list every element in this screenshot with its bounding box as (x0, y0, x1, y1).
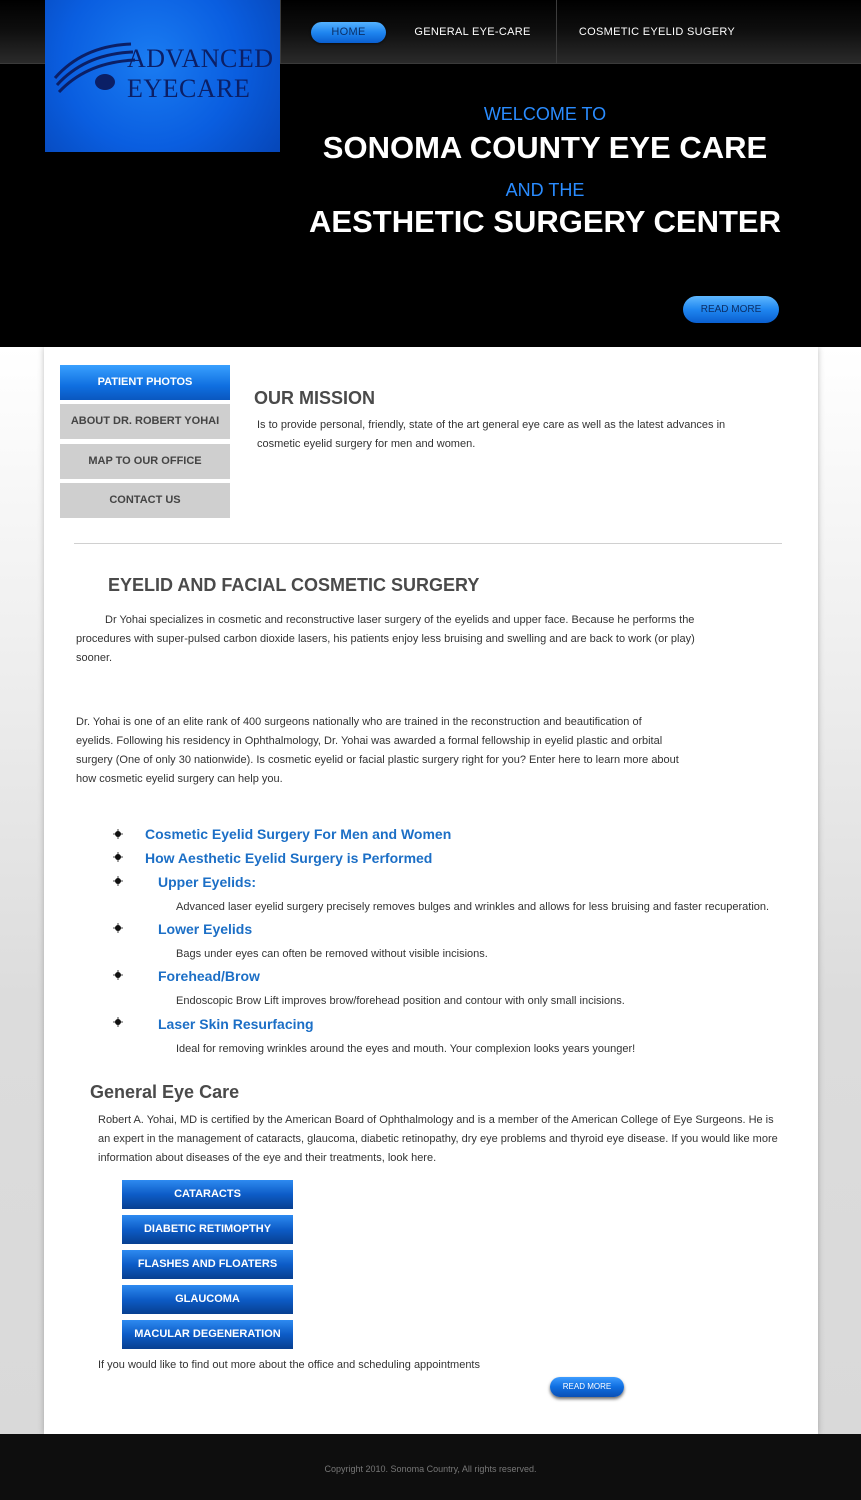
eyelid-section-title: EYELID AND FACIAL COSMETIC SURGERY (108, 575, 480, 595)
hero-welcome: WELCOME TO (483, 104, 607, 124)
sidebar-item-contact[interactable]: CONTACT US (60, 483, 230, 518)
nav-separator (280, 0, 281, 64)
cataracts-button[interactable]: CATARACTS (122, 1180, 293, 1209)
link-lower-eyelids[interactable]: Lower Eyelids (158, 921, 253, 937)
hero-read-more-button[interactable]: READ MORE (683, 296, 779, 323)
general-eye-care-text: Robert A. Yohai, MD is certified by the American Board of Ophthalmology and is a member of the American College of Eye Surgeons. He is an expert in the management of cataracts, glaucoma, diabetic retinopathy, dry eye problems and thyroid eye disease. If you would like more information about diseases of the eye and their treatments, look here. (98, 1114, 778, 1164)
footer (0, 1434, 861, 1500)
bullet-icon (113, 876, 123, 886)
copyright-text: Copyright 2010. Sonoma Country, All rights reserved. (324, 1464, 537, 1474)
link-upper-eyelids[interactable]: Upper Eyelids: (158, 874, 257, 890)
link-laser-skin-resurfacing[interactable]: Laser Skin Resurfacing (158, 1016, 314, 1032)
bullet-icon (113, 829, 123, 839)
bullet-icon (113, 923, 123, 933)
hero-and-the: AND THE (505, 180, 585, 200)
lower-eyelids-desc: Bags under eyes can often be removed without visible incisions. (176, 948, 488, 960)
hero-title: SONOMA COUNTY EYE CARE (322, 130, 768, 165)
diabetic-retinopathy-button[interactable]: DIABETIC RETIMOPTHY (122, 1215, 293, 1244)
nav-general-eye-care[interactable]: GENERAL EYE-CARE (414, 26, 531, 38)
bullet-icon (113, 852, 123, 862)
eyelid-paragraph-1: Dr Yohai specializes in cosmetic and reconstructive laser surgery of the eyelids and upper face. Because he performs the procedures with super-pulsed carbon dioxide lasers, his patients enjoy less bruising and swelling and are back to work (or play) sooner. (76, 614, 695, 664)
logo-text-advanced: ADVANCED (127, 44, 274, 73)
divider (74, 543, 782, 544)
mission-text: Is to provide personal, friendly, state of the art general eye care as well as the latest advances in cosmetic eyelid surgery for men and women. (257, 419, 726, 450)
macular-degeneration-button[interactable]: MACULAR DEGENERATION (122, 1320, 293, 1349)
header (0, 0, 861, 347)
read-more-button[interactable]: READ MORE (550, 1377, 624, 1397)
link-how-surgery-performed[interactable]: How Aesthetic Eyelid Surgery is Performed (145, 850, 433, 866)
upper-eyelids-desc: Advanced laser eyelid surgery precisely removes bulges and wrinkles and allows for less bruising and faster recuperation. (176, 901, 770, 913)
bullet-icon (113, 970, 123, 980)
laser-skin-desc: Ideal for removing wrinkles around the eyes and mouth. Your complexion looks years younger! (176, 1043, 636, 1055)
hero-subtitle: AESTHETIC SURGERY CENTER (309, 204, 781, 239)
sidebar-item-map[interactable]: MAP TO OUR OFFICE (60, 444, 230, 479)
nav-cosmetic-eyelid-surgery[interactable]: COSMETIC EYELID SUGERY (578, 26, 736, 38)
logo[interactable] (45, 0, 280, 152)
link-cosmetic-eyelid-surgery[interactable]: Cosmetic Eyelid Surgery For Men and Women (145, 826, 452, 842)
general-eye-care-title: General Eye Care (90, 1082, 240, 1102)
bullet-icon (113, 1017, 123, 1027)
flashes-floaters-button[interactable]: FLASHES AND FLOATERS (122, 1250, 293, 1279)
scheduling-text: If you would like to find out more about the office and scheduling appointments (98, 1359, 480, 1371)
nav-separator (556, 0, 557, 64)
nav-home[interactable]: HOME (311, 22, 386, 43)
eyelid-paragraph-2: Dr. Yohai is one of an elite rank of 400 surgeons nationally who are trained in the reconstruction and beautification of eyelids. Following his residency in Ophthalmology, Dr. Yohai was awarded a formal fellowship in eyelid plastic and orbital surgery (One of only 30 nationwide). Is cosmetic eyelid or facial plastic surgery right for you? Enter here to learn more about how cosmetic eyelid surgery can help you. (76, 716, 679, 785)
glaucoma-button[interactable]: GLAUCOMA (122, 1285, 293, 1314)
sidebar-item-about[interactable]: ABOUT DR. ROBERT YOHAI (60, 404, 230, 439)
mission-title: OUR MISSION (254, 388, 376, 408)
link-forehead-brow[interactable]: Forehead/Brow (158, 968, 260, 984)
logo-text-eyecare: EYECARE (127, 74, 251, 103)
sidebar-item-patient-photos[interactable]: PATIENT PHOTOS (60, 365, 230, 400)
forehead-brow-desc: Endoscopic Brow Lift improves brow/forehead position and contour with only small incisions. (176, 995, 625, 1007)
